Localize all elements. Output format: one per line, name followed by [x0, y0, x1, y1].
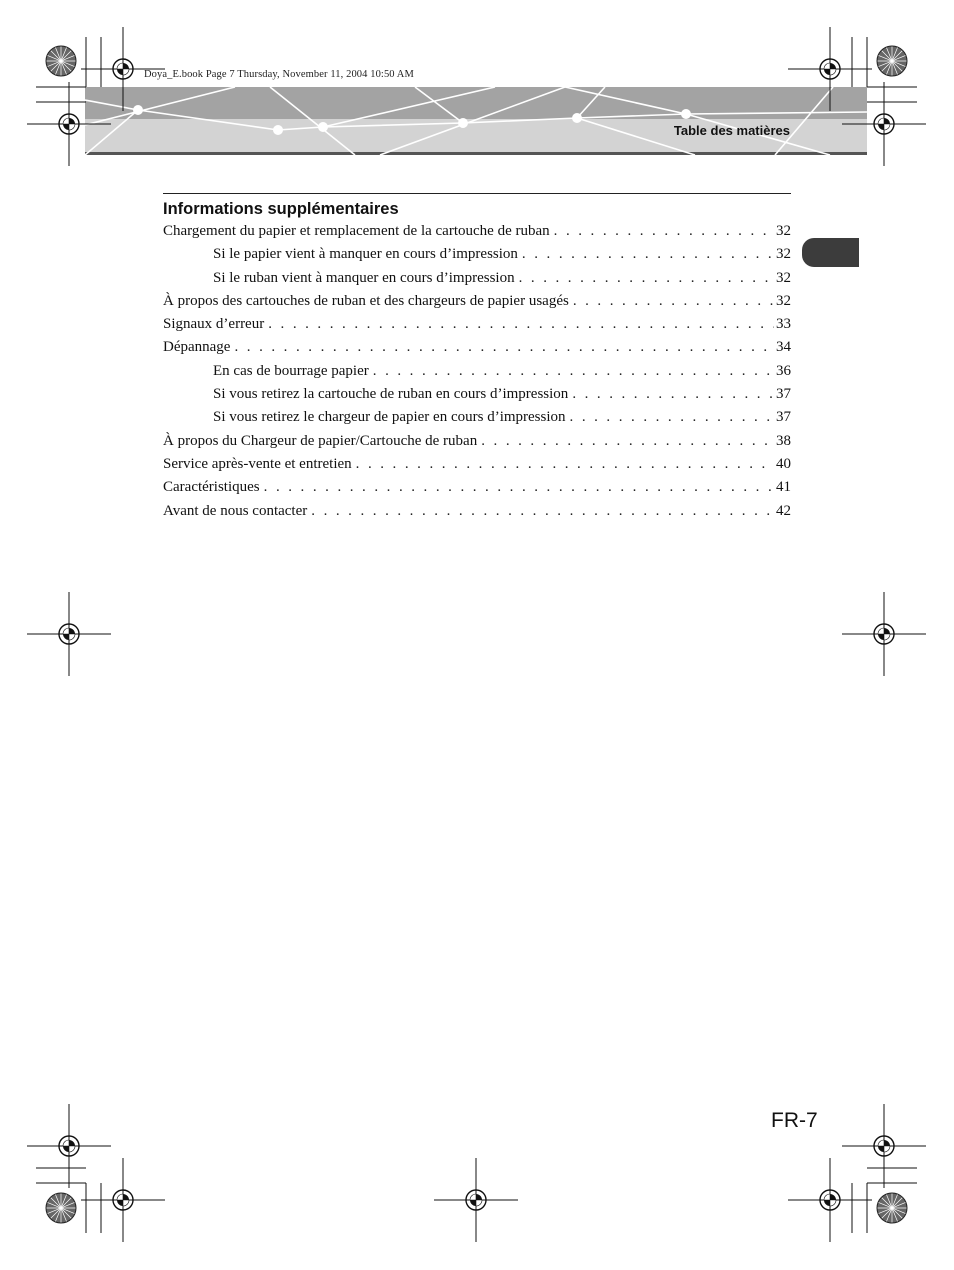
toc-entry-title: Si vous retirez la cartouche de ruban en cours d’impression	[213, 386, 569, 403]
toc-entry-page: 38	[776, 432, 791, 449]
toc-entry-title: En cas de bourrage papier	[213, 362, 369, 379]
toc-entry-page: 32	[776, 223, 791, 239]
print-metadata: Doya_E.book Page 7 Thursday, November 11, 2004 10:50 AM	[144, 69, 414, 80]
toc-entry-page: 36	[776, 362, 791, 379]
toc-entry-title: Si le ruban vient à manquer en cours d’impression	[213, 269, 515, 286]
toc-entry-title: Signaux d’erreur	[163, 316, 265, 333]
toc-entry-title: Si le papier vient à manquer en cours d’impression	[213, 246, 518, 263]
toc-entry-title: Service après-vente et entretien	[163, 455, 352, 472]
toc-entry-title: À propos des cartouches de ruban et des chargeurs de papier usagés	[163, 292, 569, 309]
toc-entry-page: 32	[776, 292, 791, 309]
toc-entry-title: Avant de nous contacter	[163, 502, 308, 519]
toc-entry-title: Caractéristiques	[163, 479, 260, 496]
toc-entry-page: 37	[776, 386, 791, 403]
section-heading: Informations supplémentaires	[163, 200, 399, 218]
toc-entry-title: Chargement du papier et remplacement de la cartouche de ruban	[163, 223, 550, 239]
toc-entry-page: 42	[776, 502, 791, 519]
toc-entry-title: Dépannage	[163, 339, 231, 356]
toc-entry-page: 32	[776, 246, 791, 263]
toc-entry-title: Si vous retirez le chargeur de papier en cours d’impression	[213, 409, 566, 426]
toc-entry-page: 32	[776, 269, 791, 286]
page-number: FR-7	[771, 1109, 818, 1132]
toc-entry-page: 34	[776, 339, 791, 356]
toc-entry-page: 41	[776, 479, 791, 496]
toc-entry-page: 37	[776, 409, 791, 426]
toc-entry-page: 40	[776, 455, 791, 472]
toc-entry-title: À propos du Chargeur de papier/Cartouche de ruban	[163, 432, 478, 449]
toc-entry-page: 33	[776, 316, 791, 333]
header-title: Table des matières	[673, 123, 790, 138]
